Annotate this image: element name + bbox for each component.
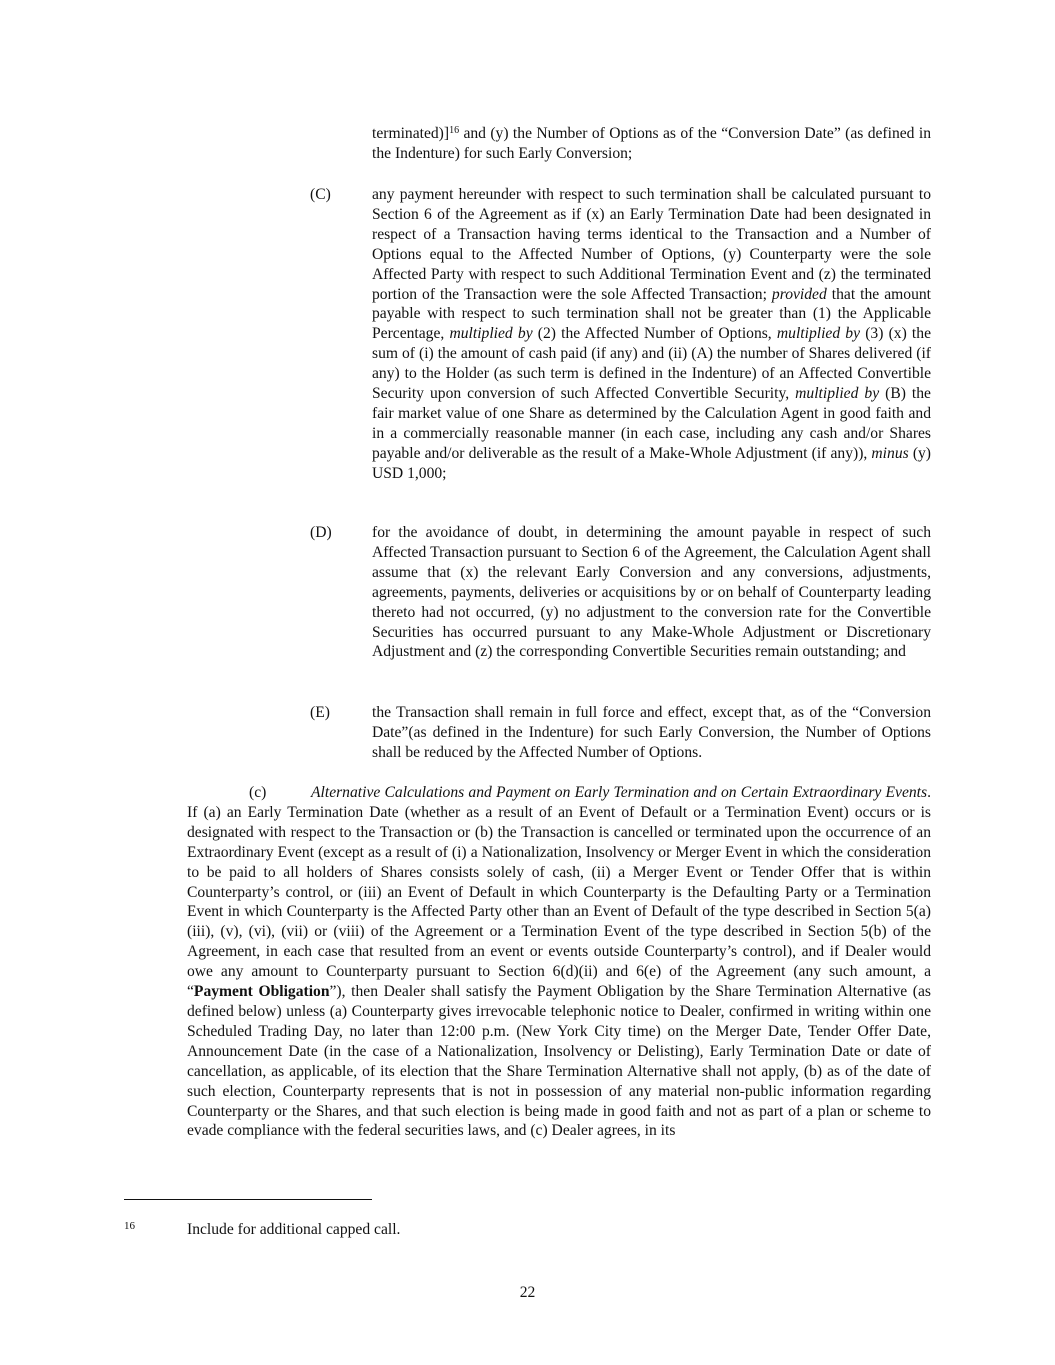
section-c-paragraph (187, 783, 931, 1141)
clause-d-label: (D) (310, 524, 332, 541)
footnote-separator (124, 1199, 372, 1200)
clause-c-text-5: (B) the fair market value of one Share as determined by the Calculation Agent in good faith and in a commercially reasonable manner (in each case, including any cash and/or Shares payable and/or deliverable as the result of a Make-Whole Adjustment (if any)), (372, 385, 931, 462)
clause-c-italic-2: multiplied by (449, 325, 533, 343)
page-number: 22 (519, 1284, 536, 1301)
clause-c-label: (C) (310, 186, 331, 203)
clause-c-text-3: (2) the Affected Number of Options, (532, 325, 777, 343)
clause-c-text-1: any payment hereunder with respect to such termination shall be calculated pursuant to Section 6 of the Agreement as if (x) an Early Termination Date had been designated in respect of a Transaction having terms identical to the Transaction and a Number of Options equal to the Affected Number of Options, (y) Counterparty were the sole Affected Party with respect to such Additional Termination Event and (z) the terminated portion of the Transaction were the sole Affected Transaction; (372, 186, 931, 303)
footnote-text: Include for additional capped call. (187, 1221, 401, 1238)
section-c-text-2: ”), then Dealer shall satisfy the Payment Obligation by the Share Termination Alternative (as defined below) unless (a) Counterparty gives irrevocable telephonic notice to Dealer, confirmed in writing within one Scheduled Trading Day, no later than 12:00 p.m. (New York City time) on the Merger Date, Tender Offer Date, Announcement Date (in the case of a Nationalization, Insolvency or Delisting), Early Termination Date or date of cancellation, as applicable, of its election that the Share Termination Alternative shall not apply, (b) as of the date of such election, Counterparty represents that is not in possession of any material non-public information regarding Counterparty or the Shares, and that such election is being made in good faith and not as part of a plan or scheme to evade compliance with the federal securities laws, and (c) Dealer agrees, in its (187, 983, 931, 1140)
clause-c-text-6: (y) USD 1,000; (372, 444, 931, 482)
clause-c-italic-4: multiplied by (795, 385, 880, 403)
clause-c-italic-3: multiplied by (776, 325, 861, 343)
clause-e-text: the Transaction shall remain in full force and effect, except that, as of the “Conversion Date”(as defined in the Indenture) for such Early Conversion, the Number of Options shall be reduced by the Affected Number of Options. (372, 704, 931, 761)
footnote-number: 16 (124, 1220, 135, 1232)
continuation-text: terminated)] (372, 125, 450, 142)
section-c-label: (c) (249, 784, 267, 801)
payment-obligation-term: Payment Obligation (193, 983, 330, 1001)
clause-c-italic-1: provided (771, 285, 827, 303)
continuation-paragraph (372, 124, 931, 164)
clause-c-text-4: (3) (x) the sum of (i) the amount of cash paid (if any) and (ii) (A) the number of Shares delivered (if any) to the Holder (as such term is defined in the Indenture) of an Affected Convertible Security upon conversion of such Affected Convertible Security, (372, 325, 931, 403)
section-c-heading: Alternative Calculations and Payment on Early Termination and on Certain Extraordinary Events (311, 784, 928, 801)
section-c-text-1: . If (a) an Early Termination Date (whether as a result of an Event of Default or a Termination Event) occurs or is designated with respect to the Transaction or (b) the Transaction is cancelled or terminated upon the occurrence of an Extraordinary Event (except as a result of (i) a Nationalization, Insolvency or Merger Event in which the consideration to be paid to all holders of Shares consists solely of cash, (ii) a Merger Event or Tender Offer that is within Counterparty’s control, or (iii) an Event of Default in which Counterparty is the Defaulting Party or a Termination Event in which Counterparty is the Affected Party other than an Event of Default of the type described in Section 5(a)(iii), (v), (vi), (vii) or (viii) of the Agreement or a Termination Event of the type described in Section 5(b) of the Agreement, in each case that resulted from an event or events outside Counterparty’s control), and if Dealer would owe any amount to Counterparty pursuant to Section 6(d)(ii) and 6(e) of the Agreement (any such amount, a “ (187, 784, 931, 1001)
continuation-text-rest: and (y) the Number of Options as of the “Conversion Date” (as defined in the Indenture) for such Early Conversion; (372, 125, 931, 162)
clause-e-label: (E) (310, 704, 330, 721)
clause-d-text: for the avoidance of doubt, in determining the amount payable in respect of such Affected Transaction pursuant to Section 6 of the Agreement, the Calculation Agent shall assume that (x) the relevant Early Conversion and any conversions, adjustments, agreements, payments, deliveries or acquisitions by or on behalf of Counterparty leading thereto had not occurred, (y) no adjustment to the conversion rate for the Convertible Securities has occurred pursuant to any Make-Whole Adjustment or Discretionary Adjustment and (z) the corresponding Convertible Securities remain outstanding; and (372, 524, 931, 661)
footnote-reference[interactable]: 16 (449, 125, 460, 136)
clause-c-text-2: that the amount payable with respect to such termination shall not be greater than (1) the Applicable Percentage, (372, 285, 931, 343)
clause-c-italic-5: minus (871, 444, 909, 462)
clause-c-text (372, 185, 931, 484)
